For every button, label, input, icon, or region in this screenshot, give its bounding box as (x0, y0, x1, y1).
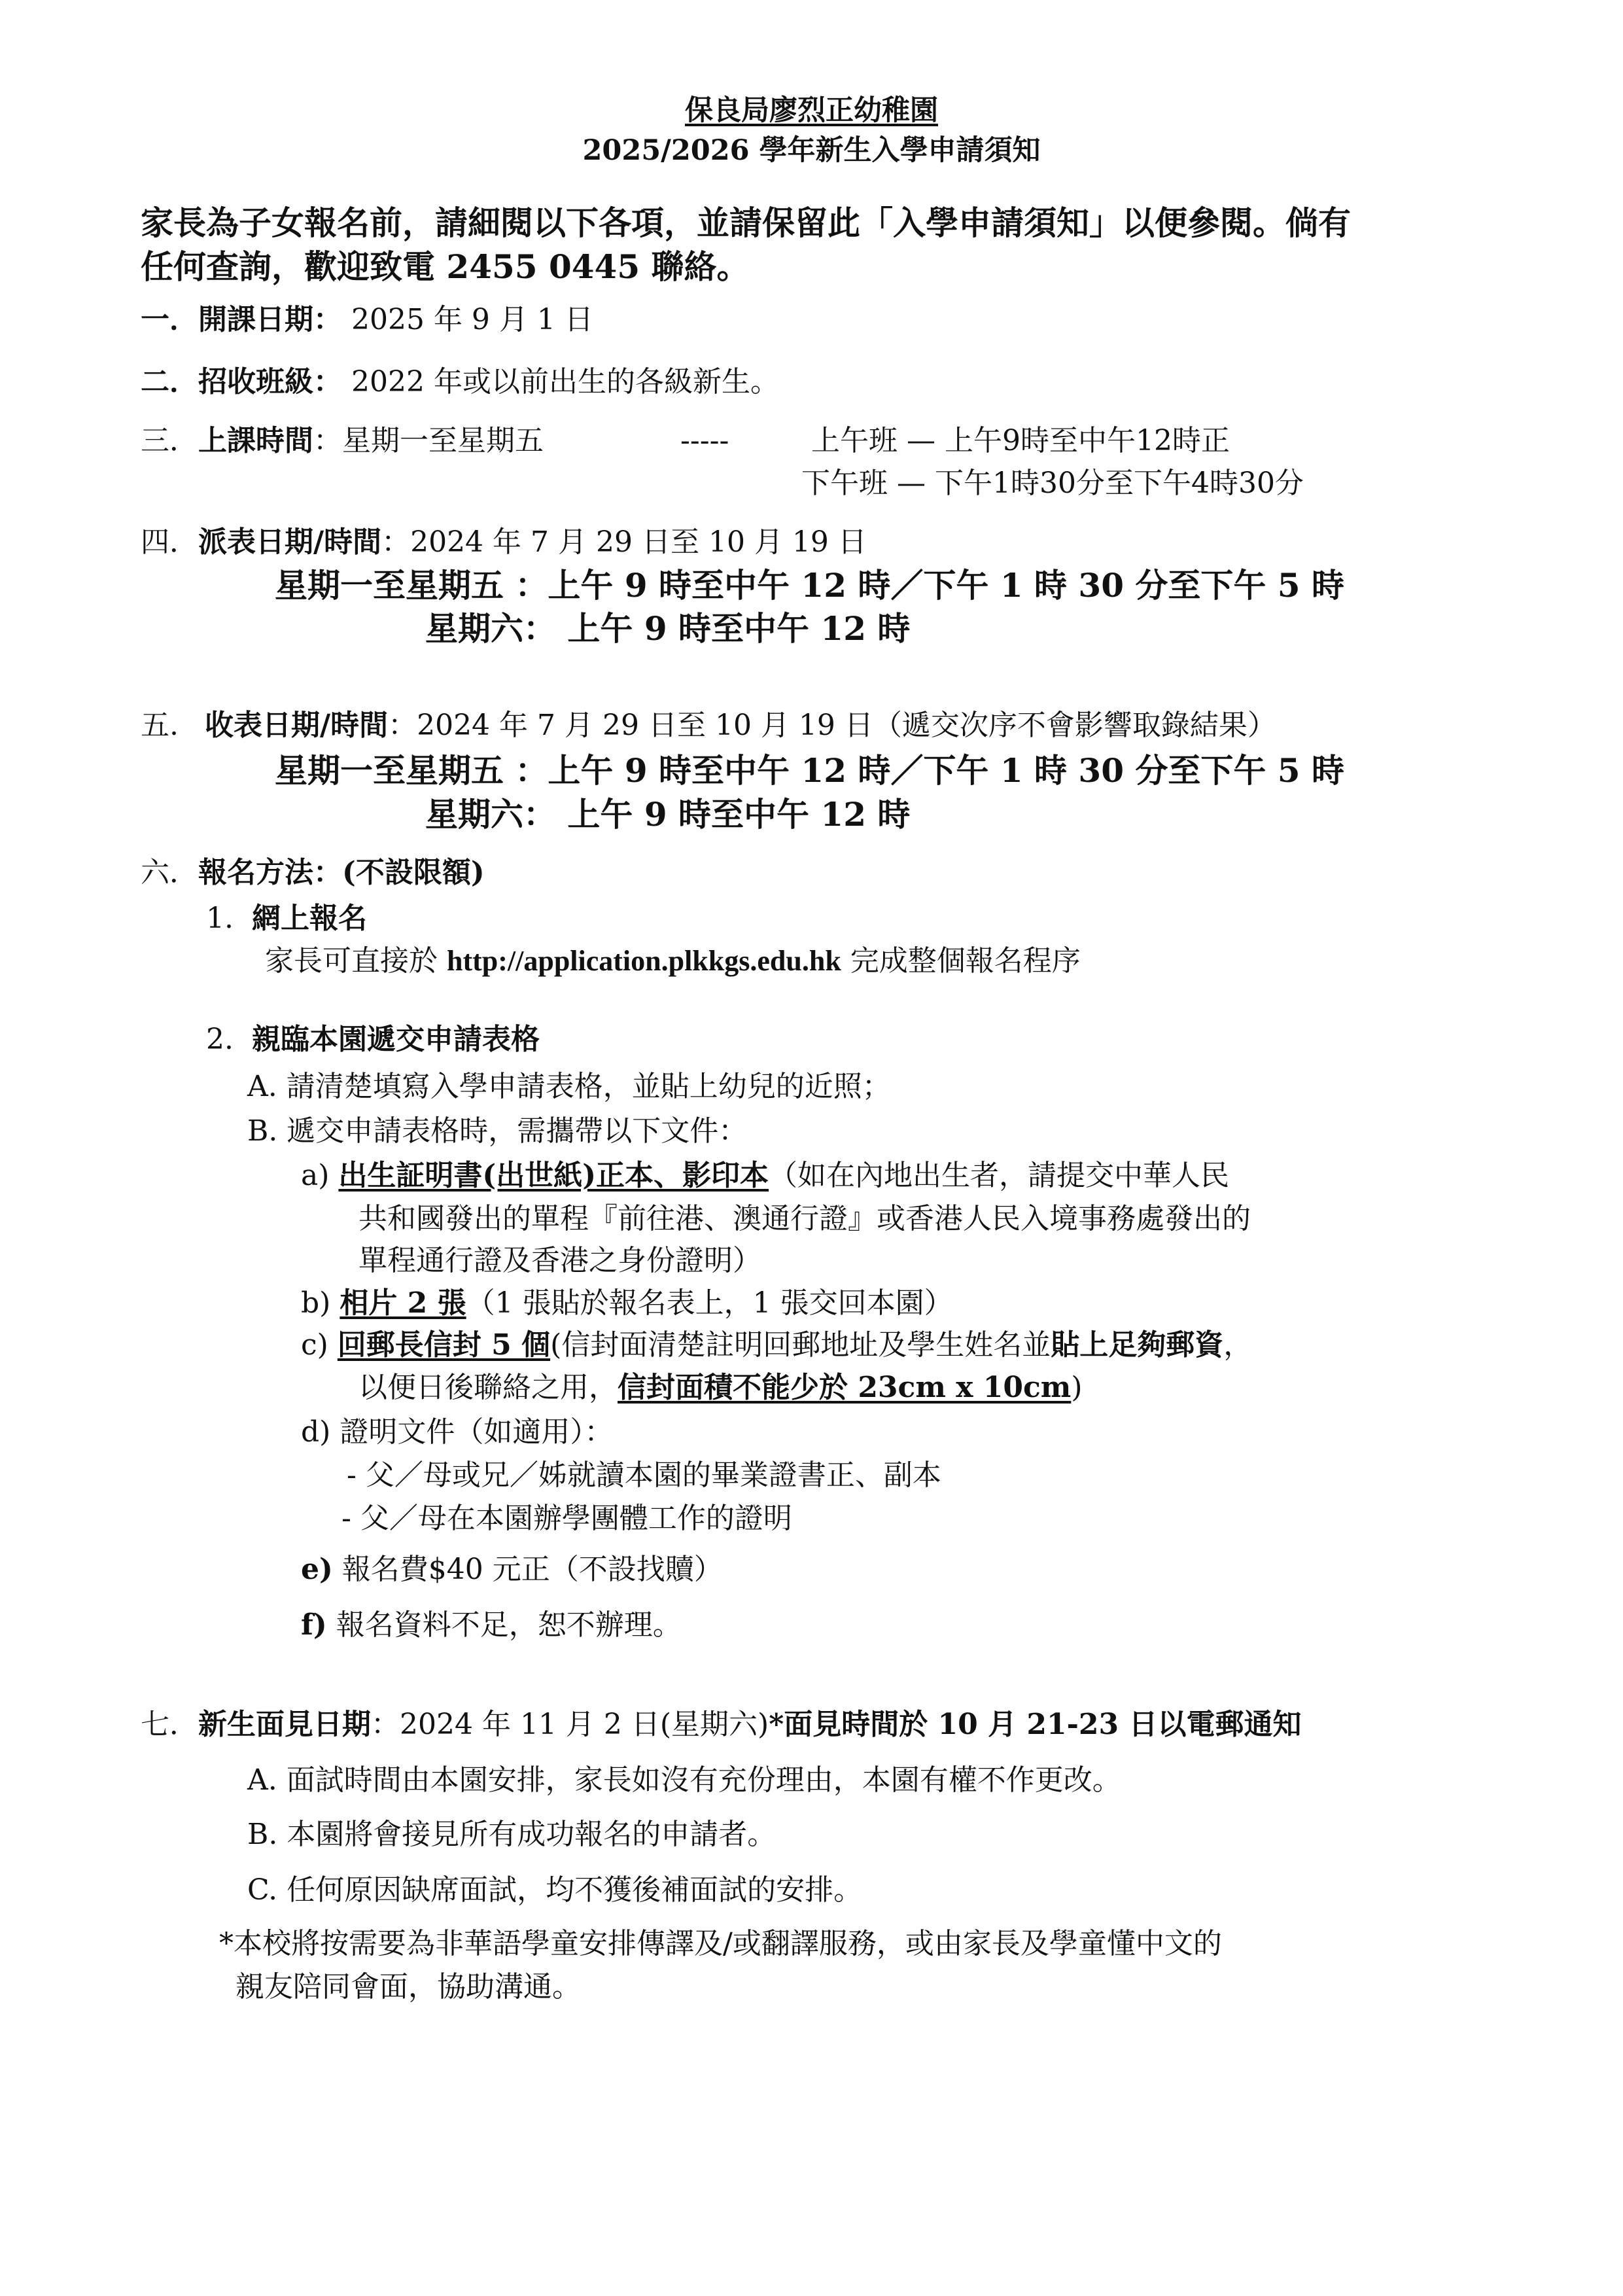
interview-item-B: B. 本園將會接見所有成功報名的申請者。 (247, 1818, 777, 1851)
section-6-prefix: 六． (141, 856, 198, 889)
intro-line-1: 家長為子女報名前，請細閱以下各項，並請保留此「入學申請須知」以便參閱。倘有 (141, 203, 1351, 242)
section-7-notice: *面見時間於 10 月 21-23 日以電郵通知 (769, 1708, 1302, 1741)
inperson-title: 親臨本園遞交申請表格 (251, 1023, 540, 1056)
inperson-heading (206, 1021, 540, 1058)
section-2-label: 二．招收班級： (141, 365, 342, 398)
intro-line-2: 任何查詢，歡迎致電 2455 0445 聯絡。 (141, 247, 750, 286)
doc-c-title: 回郵長信封 5 個 (337, 1328, 551, 1362)
doc-c-key: c) (301, 1328, 328, 1362)
online-num: 1. (206, 902, 234, 935)
inperson-num: 2. (206, 1023, 234, 1056)
online-application-text (265, 942, 1081, 980)
doc-a-note-2: 共和國發出的單程『前往港、澳通行證』或香港人民入境事務處發出的 (358, 1202, 1251, 1235)
document-d (301, 1413, 613, 1451)
document-c (301, 1326, 1252, 1364)
section-3-prefix: 三． (141, 424, 198, 457)
doc-b-note: （1 張貼於報名表上，1 張交回本園） (466, 1286, 953, 1320)
section-2 (141, 363, 779, 400)
doc-a-title: 出生証明書(出世紙)正本、影印本 (338, 1159, 769, 1192)
doc-d-item-2: - 父／母在本園辦學團體工作的證明 (341, 1502, 792, 1535)
application-url-link[interactable]: http://application.plkkgs.edu.hk (447, 945, 841, 977)
document-a (301, 1157, 1229, 1194)
doc-c-bold-1: 貼上足夠郵資 (1051, 1328, 1224, 1362)
section-1-value: 2025 年 9 月 1 日 (342, 303, 593, 336)
section-4-label: 派表日期/時間 (198, 525, 382, 559)
doc-c-note-1-end: ， (1223, 1328, 1253, 1362)
section-3-dashes: ----- (680, 424, 729, 457)
doc-a-note-1: （如在內地出生者，請提交中華人民 (769, 1159, 1230, 1192)
section-4-prefix: 四． (141, 525, 198, 559)
interpretation-note-2: 親友陪同會面，協助溝通。 (236, 1970, 581, 2004)
section-4-saturday: 星期六： 上午 9 時至中午 12 時 (425, 609, 911, 648)
online-pre: 家長可直接於 (265, 944, 447, 978)
online-title: 網上報名 (251, 902, 367, 935)
section-7-value: ：2024 年 11 月 2 日(星期六) (371, 1708, 769, 1741)
section-5-prefix: 五. (141, 709, 179, 742)
section-3-am: 上午班 — 上午9時至中午12時正 (811, 424, 1230, 457)
inperson-item-A: A. 請清楚填寫入學申請表格，並貼上幼兒的近照； (247, 1070, 891, 1103)
doc-c-note-2-end: ) (1071, 1371, 1083, 1404)
interview-item-C: C. 任何原因缺席面試，均不獲後補面試的安排。 (247, 1873, 863, 1907)
section-4-weekday: 星期一至星期五 ：上午 9 時至中午 12 時／下午 1 時 30 分至下午 5 時 (275, 566, 1345, 605)
section-7 (141, 1706, 1301, 1743)
school-name: 保良局廖烈正幼稚園 (685, 94, 938, 127)
doc-a-note-3: 單程通行證及香港之身份證明） (358, 1244, 761, 1277)
doc-c-note-1: (信封面清楚註明回郵地址及學生姓名並 (550, 1328, 1051, 1362)
interview-item-A: A. 面試時間由本園安排，家長如沒有充份理由，本園有權不作更改。 (247, 1763, 1121, 1797)
doc-b-title: 相片 2 張 (340, 1286, 466, 1320)
section-6 (141, 854, 485, 891)
document-b (301, 1284, 953, 1322)
doc-d-text: 證明文件（如適用）： (340, 1415, 614, 1449)
doc-e-key: e) (301, 1553, 333, 1586)
doc-a-key: a) (301, 1159, 330, 1192)
section-1-label: 一．開課日期： (141, 303, 342, 336)
doc-b-key: b) (301, 1286, 331, 1320)
interpretation-note-1: *本校將按需要為非華語學童安排傳譯及/或翻譯服務，或由家長及學童懂中文的 (219, 1927, 1222, 1960)
online-application-heading (206, 900, 367, 937)
section-4 (141, 523, 867, 561)
doc-c-line-2 (358, 1369, 1083, 1406)
doc-c-bold-2: 信封面積不能少於 23cm x 10cm (618, 1371, 1072, 1404)
section-7-label: 新生面見日期 (198, 1708, 371, 1741)
doc-f-key: f) (301, 1608, 327, 1642)
section-2-value: 2022 年或以前出生的各級新生。 (342, 365, 779, 398)
section-5-saturday: 星期六： 上午 9 時至中午 12 時 (425, 795, 911, 834)
document-e (301, 1551, 723, 1588)
doc-d-item-1: - 父／母或兄／姊就讀本園的畢業證書正、副本 (347, 1458, 941, 1492)
section-3-days: ：星期一至星期五 (313, 424, 544, 457)
section-1 (141, 301, 593, 338)
document-f (301, 1606, 682, 1644)
section-5-label: 收表日期/時間 (205, 709, 389, 742)
doc-f-text: 報名資料不足，恕不辦理。 (336, 1608, 682, 1642)
section-3 (141, 422, 544, 459)
section-5-weekday: 星期一至星期五 ：上午 9 時至中午 12 時／下午 1 時 30 分至下午 5 時 (275, 751, 1345, 790)
section-5-value: ：2024 年 7 月 29 日至 10 月 19 日（遞交次序不會影響取錄結果） (388, 709, 1276, 742)
section-3-label: 上課時間 (198, 424, 313, 457)
doc-d-key: d) (301, 1415, 331, 1449)
online-post: 完成整個報名程序 (841, 944, 1081, 978)
section-4-value: ：2024 年 7 月 29 日至 10 月 19 日 (381, 525, 867, 559)
inperson-item-B: B. 遞交申請表格時，需攜帶以下文件： (247, 1114, 748, 1148)
section-7-prefix: 七． (141, 1708, 198, 1741)
document-title: 2025/2026 學年新生入學申請須知 (582, 134, 1041, 167)
section-3-pm: 下午班 — 下午1時30分至下午4時30分 (801, 467, 1304, 500)
doc-e-text: 報名費$40 元正（不設找贖） (341, 1553, 723, 1586)
section-6-label: 報名方法：(不設限額) (198, 856, 485, 889)
section-5 (141, 707, 1276, 744)
doc-c-note-2: 以便日後聯絡之用， (358, 1371, 618, 1404)
